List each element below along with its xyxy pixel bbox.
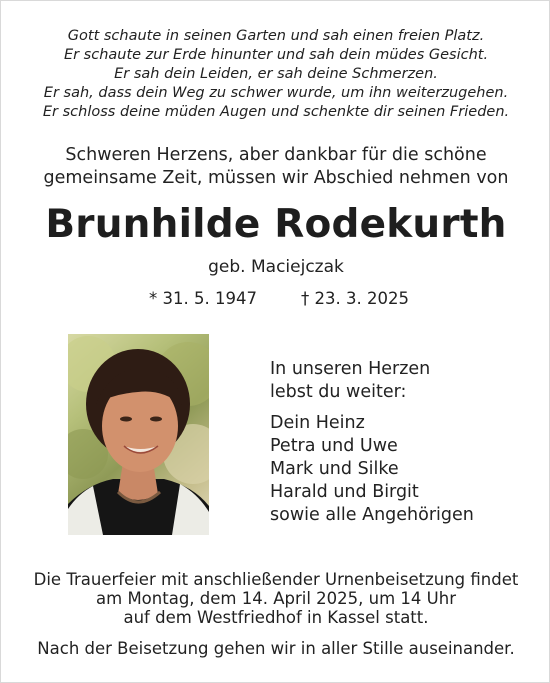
portrait-photo (68, 334, 209, 535)
remembrance-line: In unseren Herzen (270, 359, 431, 379)
intro-line: gemeinsame Zeit, müssen wir Abschied nehmen von (43, 168, 509, 188)
remembrance-line: lebst du weiter: (270, 382, 407, 402)
poem-line: Gott schaute in seinen Garten und sah einen freien Platz. (67, 28, 485, 44)
closing-text: Nach der Beisetzung gehen wir in aller Stille auseinander. (37, 639, 515, 658)
mourners-list (270, 412, 474, 527)
birth-date: * 31. 5. 1947 (149, 289, 257, 308)
mourner: Mark und Silke (270, 459, 399, 479)
remembrance-text (270, 358, 430, 404)
mourner: Harald und Birgit (270, 482, 419, 502)
funeral-details (1, 570, 550, 627)
poem-line: Er schaute zur Erde hinunter und sah dein müdes Gesicht. (63, 47, 489, 63)
poem-line: Er sah dein Leiden, er sah deine Schmerzen. (114, 66, 438, 82)
intro-line: Schweren Herzens, aber dankbar für die schöne (65, 145, 487, 165)
poem-line: Er schloss deine müden Augen und schenkte dir seinen Frieden. (42, 104, 510, 120)
life-dates (1, 289, 550, 313)
funeral-line: Die Trauerfeier mit anschließender Urnenbeisetzung findet (33, 570, 519, 589)
mourner: Dein Heinz (270, 413, 365, 433)
maiden-name: geb. Maciejczak (208, 257, 344, 277)
deceased-name: Brunhilde Rodekurth (45, 202, 507, 247)
mourner: Petra und Uwe (270, 436, 398, 456)
mourner: sowie alle Angehörigen (270, 505, 474, 525)
funeral-line: am Montag, dem 14. April 2025, um 14 Uhr (96, 589, 456, 608)
poem-line: Er sah, dass dein Weg zu schwer wurde, um ihn weiterzugehen. (43, 85, 509, 101)
intro-text (1, 144, 550, 190)
poem (1, 27, 550, 122)
death-date: † 23. 3. 2025 (301, 289, 409, 308)
funeral-line: auf dem Westfriedhof in Kassel statt. (123, 608, 429, 627)
